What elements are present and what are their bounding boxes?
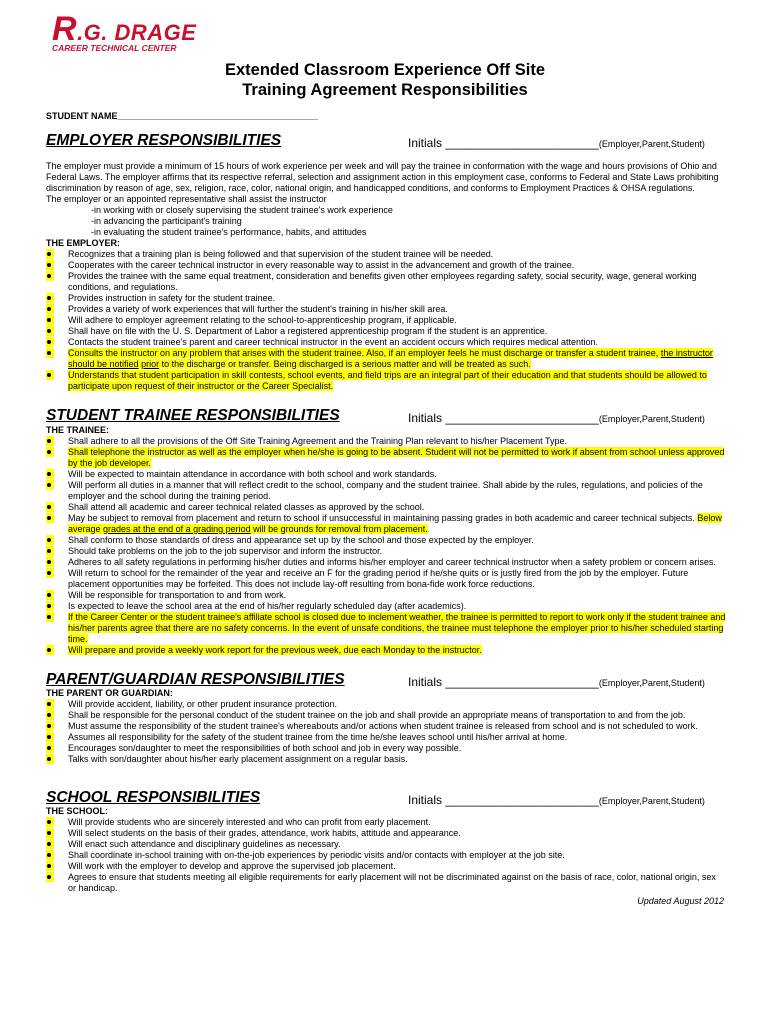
bullet-icon: [46, 337, 54, 347]
bullet-icon: [46, 557, 54, 567]
employer-heading: EMPLOYER RESPONSIBILITIES: [46, 132, 282, 149]
bullet-icon: [46, 315, 54, 325]
list-item: Will prepare and provide a weekly work report for the previous week, due each Monday to the instructor.: [46, 645, 726, 656]
list-item: Shall have on file with the U. S. Department of Labor a registered apprenticeship program if the student is an apprentice.: [46, 326, 726, 337]
bullet-icon: [46, 872, 54, 882]
trainee-section: [46, 425, 726, 656]
parent-heading: PARENT/GUARDIAN RESPONSIBILITIES: [46, 671, 345, 688]
employer-intro: The employer must provide a minimum of 15 hours of work experience per week and will pay the trainee in conformation with the wage and hours provisions of Ohio and Federal Laws. The employer affirms that its respective referral, selection and assignment action in this employment case, conforms to Federal and State Laws prohibiting discrimination by reason of age, sex, religion, race, color, national origin, and handicapped conditions, and conforms to Employment Practices & OHSA regulations.: [46, 161, 719, 193]
list-item: Encourages son/daughter to meet the responsibilities of both school and job in every way possible.: [46, 743, 726, 754]
bullet-icon: [46, 293, 54, 303]
list-item: May be subject to removal from placement and return to school if unsuccessful in maintaining passing grades in both academic and career technical subjects. Below average grades at the end of a grading period will be grounds for removal from placement.: [46, 513, 726, 535]
trainee-initials[interactable]: Initials _______________________(Employer,Parent,Student): [408, 411, 705, 425]
school-heading: SCHOOL RESPONSIBILITIES: [46, 789, 261, 806]
school-label: THE SCHOOL:: [46, 806, 108, 816]
bullet-icon: [46, 326, 54, 336]
list-item: Will be expected to maintain attendance in accordance with both school and work standards.: [46, 469, 726, 480]
employer-initials[interactable]: Initials _______________________(Employer,Parent,Student): [408, 136, 705, 150]
list-item: Will select students on the basis of their grades, attendance, work habits, attitude and appearance.: [46, 828, 726, 839]
parent-section: [46, 688, 726, 765]
list-item: Shall adhere to all the provisions of the Off Site Training Agreement and the Training Plan relevant to his/her Placement Type.: [46, 436, 726, 447]
list-item: Assumes all responsibility for the safety of the student trainee from the time he/she leaves school until his/her arrival at home.: [46, 732, 726, 743]
list-item: Agrees to ensure that students meeting all eligible requirements for early placement will not be discriminated against on the basis of race, color, national origin, sex or handicap.: [46, 872, 726, 894]
bullet-icon: [46, 447, 54, 457]
bullet-icon: [46, 710, 54, 720]
bullet-icon: [46, 304, 54, 314]
list-item: Will adhere to employer agreement relating to the school-to-apprenticeship program, if applicable.: [46, 315, 726, 326]
employer-list: [46, 249, 726, 392]
bullet-icon: [46, 612, 54, 622]
bullet-icon: [46, 699, 54, 709]
school-section: [46, 806, 726, 894]
rg-drage-logo: [52, 10, 197, 58]
logo-wordmark: R.G. DRAGE: [52, 10, 197, 48]
list-item: Understands that student participation in skill contests, school events, and field trips are an integral part of their education and that students should be allowed to participate upon request of their instructor or the Career Specialist.: [46, 370, 726, 392]
list-item: Recognizes that a training plan is being followed and that supervision of the student trainee will be needed.: [46, 249, 726, 260]
bullet-icon: [46, 502, 54, 512]
list-item: Shall conform to those standards of dress and appearance set up by the school and those expected by the employer.: [46, 535, 726, 546]
title-line-2: Training Agreement Responsibilities: [242, 81, 528, 99]
document-title: [0, 60, 770, 100]
logo-subtitle: CAREER TECHNICAL CENTER: [52, 43, 177, 53]
list-item: Talks with son/daughter about his/her early placement assignment on a regular basis.: [46, 754, 726, 765]
student-name-field[interactable]: STUDENT NAME________________________________________: [46, 111, 318, 121]
list-item: Contacts the student trainee's parent and career technical instructor in the event an accident occurs which requires medical attention.: [46, 337, 726, 348]
list-item: Will enact such attendance and disciplinary guidelines as necessary.: [46, 839, 726, 850]
parent-list: [46, 699, 726, 765]
bullet-icon: [46, 754, 54, 764]
trainee-list: [46, 436, 726, 656]
list-item: Will provide accident, liability, or other prudent insurance protection.: [46, 699, 726, 710]
list-item: Will perform all duties in a manner that will reflect credit to the school, company and the student trainee. Shall abide by the rules, regulations, and policies of the employer and the school during the training period.: [46, 480, 726, 502]
bullet-icon: [46, 513, 54, 523]
bullet-icon: [46, 469, 54, 479]
list-item: Shall be responsible for the personal conduct of the student trainee on the job and shall provide an appropriate means of transportation to and from the job.: [46, 710, 726, 721]
bullet-icon: [46, 601, 54, 611]
list-item: Will be responsible for transportation to and from work.: [46, 590, 726, 601]
list-item: Shall attend all academic and career technical related classes as approved by the school.: [46, 502, 726, 513]
list-item: Consults the instructor on any problem that arises with the student trainee. Also, if an employer feels he must discharge or transfer a student trainee, the instructor should be notified prior to the discharge or transfer. Being discharged is a serious matter and will be treated as such.: [46, 348, 726, 370]
school-initials[interactable]: Initials _______________________(Employer,Parent,Student): [408, 793, 705, 807]
bullet-icon: [46, 568, 54, 578]
bullet-icon: [46, 271, 54, 281]
list-item: Shall telephone the instructor as well as the employer when he/she is going to be absent. Student will not be permitted to work if absent from school unless approved by the job developer.: [46, 447, 726, 469]
assist-item: -in advancing the participant's training: [91, 216, 242, 226]
list-item: Will work with the employer to develop and approve the supervised job placement.: [46, 861, 726, 872]
list-item: Will provide students who are sincerely interested and who can profit from early placement.: [46, 817, 726, 828]
bullet-icon: [46, 260, 54, 270]
list-item: Provides instruction in safety for the student trainee.: [46, 293, 726, 304]
list-item: Is expected to leave the school area at the end of his/her regularly scheduled day (after academics).: [46, 601, 726, 612]
bullet-icon: [46, 590, 54, 600]
parent-initials[interactable]: Initials _______________________(Employer,Parent,Student): [408, 675, 705, 689]
bullet-icon: [46, 817, 54, 827]
parent-label: THE PARENT OR GUARDIAN:: [46, 688, 173, 698]
bullet-icon: [46, 436, 54, 446]
list-item: Provides a variety of work experiences that will further the student's training in his/her skill area.: [46, 304, 726, 315]
bullet-icon: [46, 370, 54, 380]
trainee-heading: STUDENT TRAINEE RESPONSIBILITIES: [46, 407, 340, 424]
list-item: If the Career Center or the student trainee's affiliate school is closed due to inclement weather, the trainee is permitted to report to work only if the student trainee and his/her parents agree that there are no safety concerns. In the event of unsafe conditions, the trainee must telephone the employer prior to his/her scheduled starting time.: [46, 612, 726, 645]
employer-section: [46, 161, 726, 392]
bullet-icon: [46, 480, 54, 490]
assist-item: -in working with or closely supervising the student trainee's work experience: [91, 205, 393, 215]
list-item: Must assume the responsibility of the student trainee's whereabouts and/or actions when student trainee is released from school and is not scheduled to work.: [46, 721, 726, 732]
title-line-1: Extended Classroom Experience Off Site: [224, 61, 546, 79]
updated-date: Updated August 2012: [637, 896, 724, 906]
employer-assist: The employer or an appointed representative shall assist the instructor: [46, 194, 327, 204]
bullet-icon: [46, 645, 54, 655]
trainee-label: THE TRAINEE:: [46, 425, 109, 435]
bullet-icon: [46, 743, 54, 753]
list-item: Adheres to all safety regulations in performing his/her duties and informs his/her employer and career technical instructor when a safety problem or concern arises.: [46, 557, 726, 568]
list-item: Will return to school for the remainder of the year and receive an F for the grading period if he/she quits or is justly fired from the job by the employer. Future placement opportunities may be forfeited. This does not include lay-off resulting from bona-fide work force reductions.: [46, 568, 726, 590]
bullet-icon: [46, 348, 54, 358]
employer-label: THE EMPLOYER:: [46, 238, 121, 248]
bullet-icon: [46, 861, 54, 871]
school-list: [46, 817, 726, 894]
bullet-icon: [46, 535, 54, 545]
bullet-icon: [46, 732, 54, 742]
list-item: Should take problems on the job to the job supervisor and inform the instructor.: [46, 546, 726, 557]
bullet-icon: [46, 721, 54, 731]
assist-item: -in evaluating the student trainee's performance, habits, and attitudes: [91, 227, 367, 237]
list-item: Shall coordinate in-school training with on-the-job experiences by periodic visits and/or contacts with employer at the job site.: [46, 850, 726, 861]
bullet-icon: [46, 839, 54, 849]
bullet-icon: [46, 828, 54, 838]
list-item: Provides the trainee with the same equal treatment, consideration and benefits given other employees regarding safety, social security, wage, general working conditions, and regulations.: [46, 271, 726, 293]
bullet-icon: [46, 546, 54, 556]
bullet-icon: [46, 850, 54, 860]
list-item: Cooperates with the career technical instructor in every reasonable way to assist in the advancement and growth of the trainee.: [46, 260, 726, 271]
bullet-icon: [46, 249, 54, 259]
